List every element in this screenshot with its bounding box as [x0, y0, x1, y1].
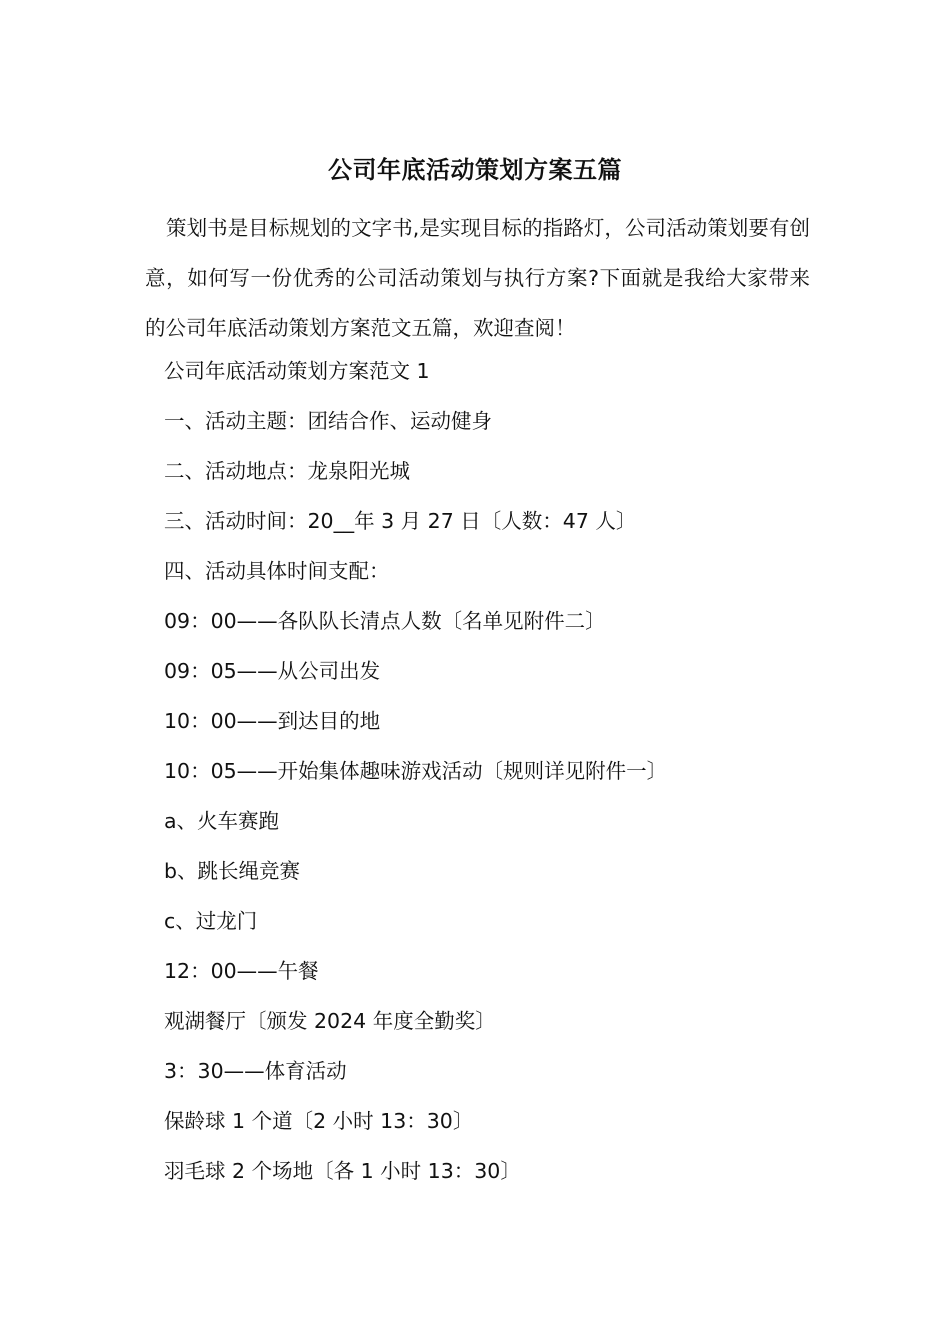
- schedule-item: 09：05——从公司出发: [164, 659, 381, 683]
- game-item: a、火车赛跑: [164, 809, 280, 833]
- list-item: 一、活动主题：团结合作、运动健身: [164, 409, 492, 433]
- schedule-item: 10：00——到达目的地: [164, 709, 381, 733]
- list-item: 三、活动时间：20__年 3 月 27 日〔人数：47 人〕: [164, 509, 637, 533]
- schedule-item: 3：30——体育活动: [164, 1059, 347, 1083]
- document-title: 公司年底活动策划方案五篇: [328, 156, 622, 184]
- intro-paragraph: 策划书是目标规划的文字书,是实现目标的指路灯，公司活动策划要有创意，如何写一份优秀的公司活动策划与执行方案?下面就是我给大家带来的公司年底活动策划方案范文五篇，欢迎查阅！: [145, 216, 810, 340]
- schedule-item: 观湖餐厅〔颁发 2024 年度全勤奖〕: [164, 1009, 496, 1033]
- schedule-item: 09：00——各队队长清点人数〔名单见附件二〕: [164, 609, 606, 633]
- game-item: c、过龙门: [164, 909, 258, 933]
- list-item: 二、活动地点：龙泉阳光城: [164, 459, 410, 483]
- schedule-item: 10：05——开始集体趣味游戏活动〔规则详见附件一〕: [164, 759, 668, 783]
- section-heading: 公司年底活动策划方案范文 1: [164, 359, 430, 383]
- list-item: 四、活动具体时间支配：: [164, 559, 390, 583]
- game-item: b、跳长绳竞赛: [164, 859, 301, 883]
- activity-item: 羽毛球 2 个场地〔各 1 小时 13：30〕: [164, 1159, 521, 1183]
- activity-item: 保龄球 1 个道〔2 小时 13：30〕: [164, 1109, 474, 1133]
- schedule-item: 12：00——午餐: [164, 959, 319, 983]
